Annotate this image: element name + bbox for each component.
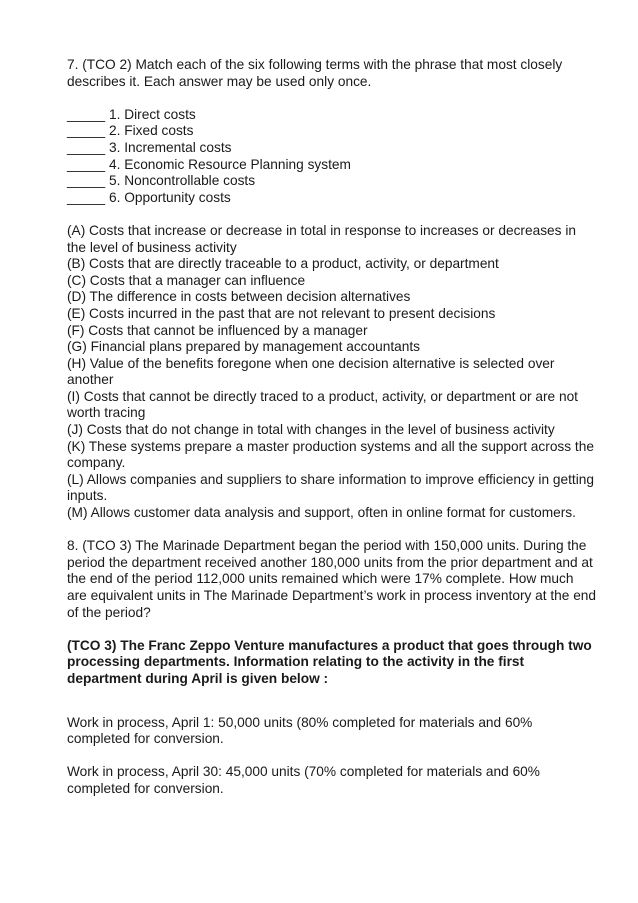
option-item: (L) Allows companies and suppliers to share information to improve efficiency in getting inputs. bbox=[67, 471, 594, 504]
spacer bbox=[67, 688, 597, 715]
term-item bbox=[67, 107, 597, 124]
term-label: 5. Noncontrollable costs bbox=[109, 173, 256, 189]
question-7-intro: 7. (TCO 2) Match each of the six following terms with the phrase that most closely describes it. Each answer may be used only once. bbox=[67, 57, 563, 89]
term-label: 3. Incremental costs bbox=[109, 139, 232, 155]
option-item: (M) Allows customer data analysis and support, often in online format for customers. bbox=[67, 505, 576, 521]
answer-blank: _____ bbox=[67, 189, 106, 205]
option-item: (H) Value of the benefits foregone when one decision alternative is selected over another bbox=[67, 355, 555, 388]
option-item: (K) These systems prepare a master production systems and all the support across the company. bbox=[67, 438, 594, 471]
question-8-text: 8. (TCO 3) The Marinade Department began the period with 150,000 units. During the period the department received another 180,000 units from the prior department and at the end of the period 112,000 units remained which were 17% complete. How much are equivalent units in The Marinade Department’s work in process inventory at the end of the period? bbox=[67, 538, 597, 620]
option-item: (F) Costs that cannot be influenced by a manager bbox=[67, 322, 368, 338]
question-9-heading: (TCO 3) The Franc Zeppo Venture manufactures a product that goes through two processing departments. Information relating to the activity in the first department during April is given below : bbox=[67, 637, 592, 686]
answer-blank: _____ bbox=[67, 156, 106, 172]
term-label: 4. Economic Resource Planning system bbox=[109, 156, 351, 172]
spacer bbox=[67, 748, 597, 765]
term-item bbox=[67, 190, 597, 207]
option-list bbox=[67, 223, 597, 522]
answer-blank: _____ bbox=[67, 106, 106, 122]
spacer bbox=[67, 90, 597, 107]
spacer bbox=[67, 621, 597, 638]
term-label: 6. Opportunity costs bbox=[109, 189, 231, 205]
answer-blank: _____ bbox=[67, 173, 106, 189]
document-page bbox=[67, 57, 597, 798]
answer-blank: _____ bbox=[67, 123, 106, 139]
option-item: (E) Costs incurred in the past that are not relevant to present decisions bbox=[67, 305, 496, 321]
option-item: (I) Costs that cannot be directly traced to a product, activity, or department or are not worth tracing bbox=[67, 388, 578, 421]
option-item: (C) Costs that a manager can influence bbox=[67, 272, 306, 288]
option-item: (D) The difference in costs between decision alternatives bbox=[67, 289, 411, 305]
spacer bbox=[67, 206, 597, 223]
term-list bbox=[67, 107, 597, 207]
wip-april-1: Work in process, April 1: 50,000 units (80% completed for materials and 60% completed for conversion. bbox=[67, 714, 533, 747]
term-label: 1. Direct costs bbox=[109, 106, 196, 122]
term-item bbox=[67, 173, 597, 190]
option-item: (B) Costs that are directly traceable to a product, activity, or department bbox=[67, 256, 499, 272]
answer-blank: _____ bbox=[67, 139, 106, 155]
spacer bbox=[67, 522, 597, 539]
wip-april-30: Work in process, April 30: 45,000 units (70% completed for materials and 60% completed for conversion. bbox=[67, 764, 540, 796]
option-item: (G) Financial plans prepared by management accountants bbox=[67, 339, 421, 355]
term-item bbox=[67, 123, 597, 140]
term-item bbox=[67, 140, 597, 157]
option-item: (J) Costs that do not change in total with changes in the level of business activity bbox=[67, 422, 555, 438]
term-label: 2. Fixed costs bbox=[109, 123, 194, 139]
option-item: (A) Costs that increase or decrease in total in response to increases or decreases in the level of business activity bbox=[67, 222, 576, 255]
term-item bbox=[67, 157, 597, 174]
